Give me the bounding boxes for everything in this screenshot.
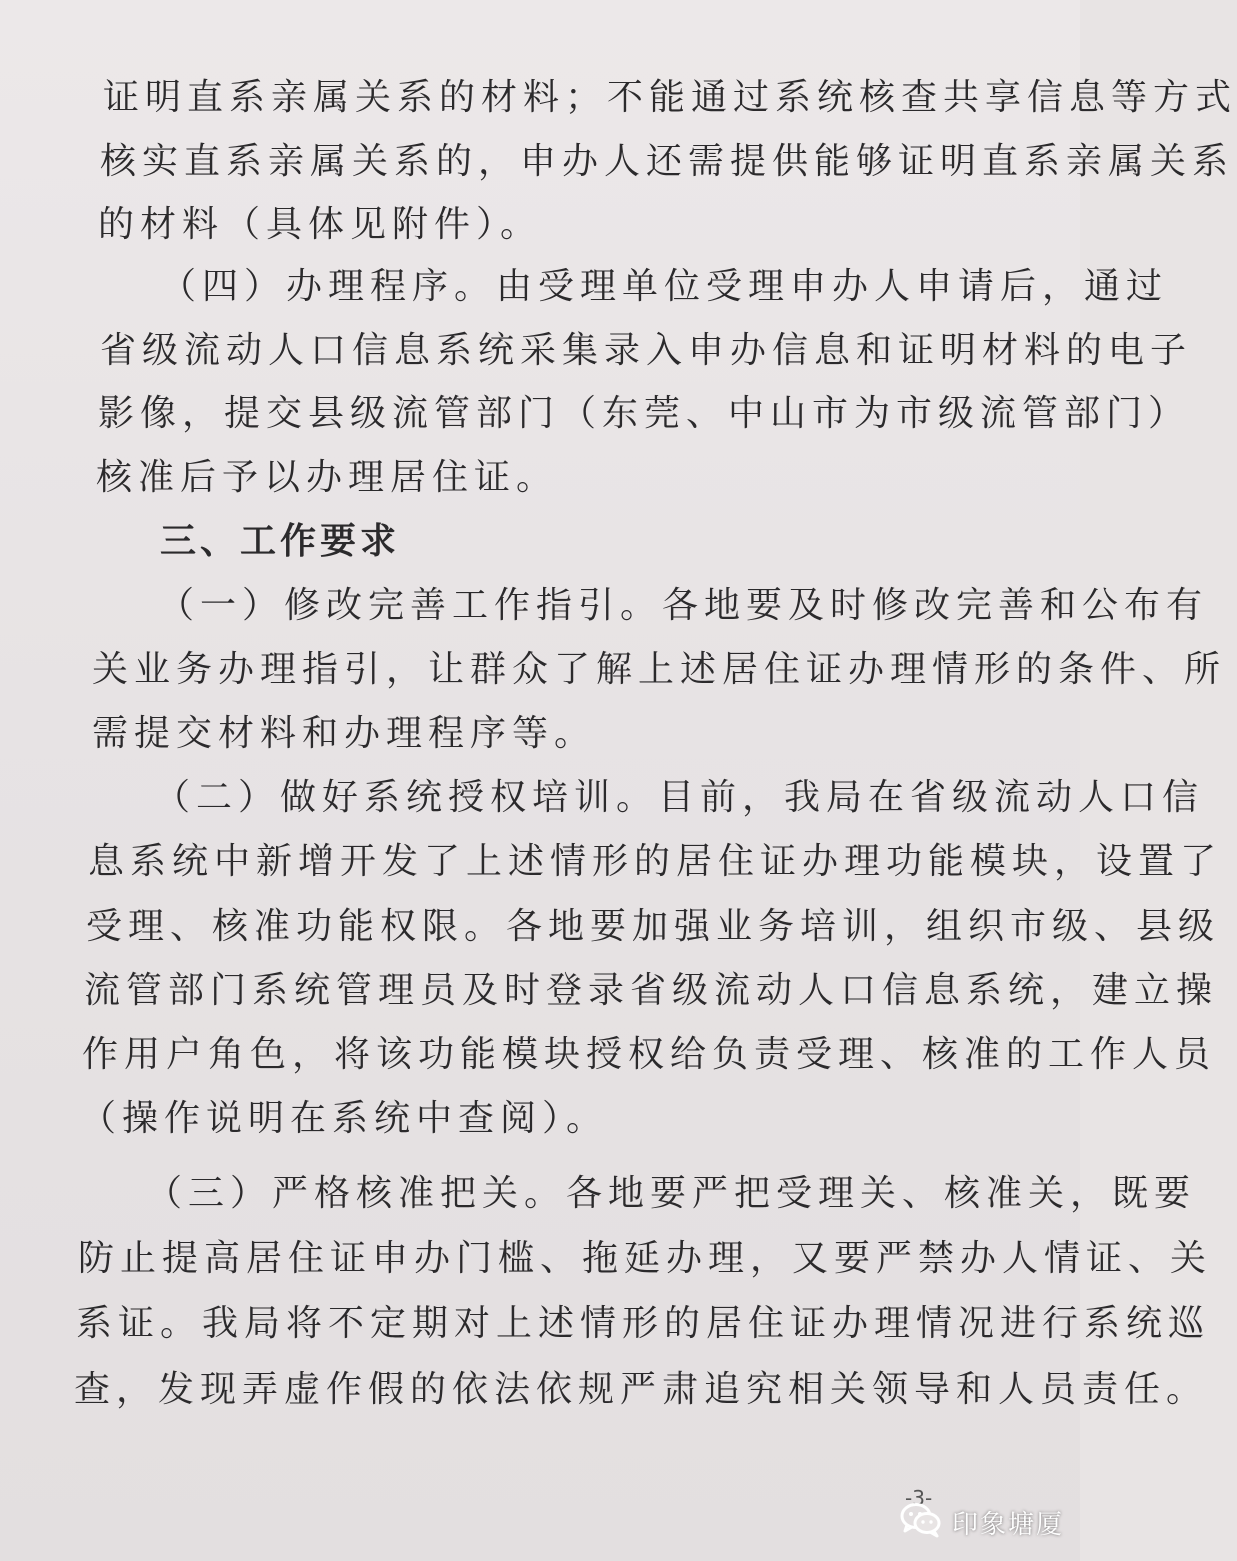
text-line: 作用户角色，将该功能模块授权给负责受理、核准的工作人员	[82, 1034, 1217, 1075]
text-line: 受理、核准功能权限。各地要加强业务培训，组织市级、县级	[86, 906, 1221, 947]
text-line: 需提交材料和办理程序等。	[92, 713, 597, 754]
text-line: （一）修改完善工作指引。各地要及时修改完善和公布有	[158, 585, 1209, 626]
watermark-text: 印象塘厦	[952, 1509, 1065, 1540]
text-line: 的材料（具体见附件）。	[98, 204, 543, 245]
section-heading: 三、工作要求	[160, 521, 401, 562]
page-number: -3-	[905, 1486, 933, 1510]
text-line: 关业务办理指引，让群众了解上述居住证办理情形的条件、所	[92, 649, 1227, 690]
text-line: 流管部门系统管理员及时登录省级流动人口信息系统，建立操	[84, 970, 1219, 1011]
watermark	[900, 1500, 1064, 1544]
text-line: （三）严格核准把关。各地要严把受理关、核准关，既要	[146, 1173, 1197, 1214]
text-line: （四）办理程序。由受理单位受理申办人申请后，通过	[160, 266, 1169, 307]
text-line: 防止提高居住证申办门槛、拖延办理，又要严禁办人情证、关	[78, 1238, 1213, 1279]
text-line: （二）做好系统授权培训。目前，我局在省级流动人口信	[154, 777, 1205, 818]
text-line: 影像，提交县级流管部门（东莞、中山市为市级流管部门）	[98, 393, 1191, 434]
text-line: （操作说明在系统中查阅）。	[80, 1098, 609, 1139]
text-line: 省级流动人口信息系统采集录入申办信息和证明材料的电子	[100, 330, 1193, 371]
text-line: 证明直系亲属关系的材料；不能通过系统核查共享信息等方式	[103, 77, 1237, 118]
wechat-icon	[900, 1501, 942, 1543]
text-line: 查，发现弄虚作假的依法依规严肃追究相关领导和人员责任。	[74, 1369, 1209, 1410]
text-line: 核实直系亲属关系的，申办人还需提供能够证明直系亲属关系	[100, 141, 1235, 182]
text-line: 核准后予以办理居住证。	[96, 457, 559, 498]
text-line: 系证。我局将不定期对上述情形的居住证办理情况进行系统巡	[76, 1303, 1211, 1344]
text-line: 息系统中新增开发了上述情形的居住证办理功能模块，设置了	[88, 841, 1223, 882]
